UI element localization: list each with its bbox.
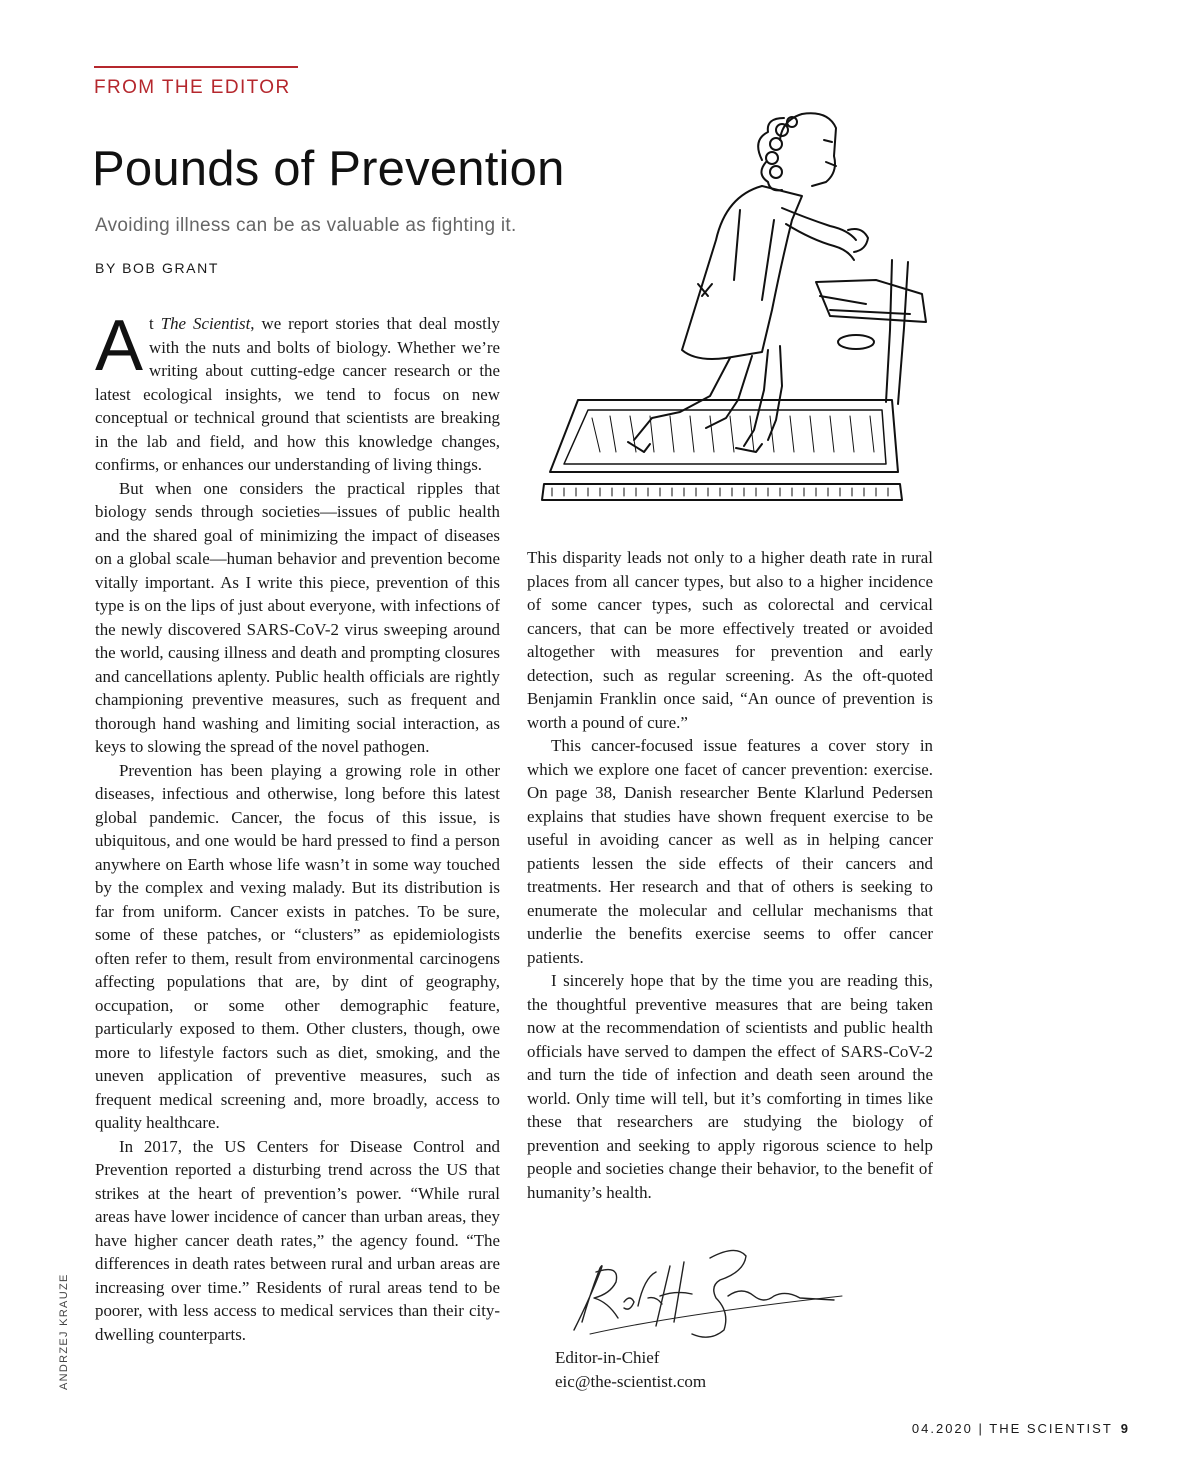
signoff-email: eic@the-scientist.com [555, 1372, 707, 1391]
page-footer [912, 1421, 1130, 1436]
paragraph-7: I sincerely hope that by the time you are reading this, the thoughtful preventive measures that are being taken now at the recommendation of scientists and public health officials have served to dampen the effect of SARS-CoV-2 and turn the tide of infection and death seen around the world. Only time will tell, but it’s comforting in times like these that researchers are studying the biology of prevention and seeking to apply rigorous science to help people and societies change their behavior, to the benefit of humanity’s health. [527, 971, 933, 1202]
page-number: 9 [1120, 1421, 1130, 1436]
article-body-left-column [95, 306, 500, 1346]
paragraph-5: This disparity leads not only to a higher death rate in rural places from all cancer types, but also to a higher incidence of some cancer types, such as colorectal and cervical cancers, that can be more effectively treated or avoided altogether with measures for prevention and early detection, such as regular screening. As the oft-quoted Benjamin Franklin once said, “An ounce of prevention is worth a pound of cure.” [527, 548, 933, 732]
issue-and-publication: 04.2020 | THE SCIENTIST [911, 1421, 1113, 1436]
paragraph-2: But when one considers the practical ripples that biology sends through societies—issues of public health and the shared goal of minimizing the impact of diseases on a global scale—human behavior and prevention become vitally important. As I write this piece, prevention of this type is on the lips of just about everyone, with infections of the newly discovered SARS-CoV-2 virus sweeping around the world, causing illness and death and prompting closures and cancellations aplenty. Public health officials are rightly championing preventive measures, such as frequent and thorough hand washing and limiting social interaction, as keys to slowing the spread of the novel pathogen. [95, 478, 500, 756]
signoff-role: Editor-in-Chief [555, 1348, 660, 1367]
publication-name: The Scientist [160, 314, 251, 333]
article-title: Pounds of Prevention [92, 142, 565, 196]
editor-signature [560, 1238, 850, 1348]
article-deck: Avoiding illness can be as valuable as fighting it. [95, 215, 517, 236]
paragraph-6: This cancer-focused issue features a cover story in which we explore one facet of cancer prevention: exercise. On page 38, Danish researcher Bente Klarlund Pedersen explains that studies have shown frequent exercise to be useful in avoiding cancer as well as in helping cancer patients lessen the side effects of their cancers and treatments. Her research and that of others is seeking to enumerate the molecular and cellular mechanisms that underlie the benefits exercise seems to offer cancer patients. [527, 736, 933, 967]
signoff [555, 1346, 706, 1394]
section-label: FROM THE EDITOR [94, 66, 298, 99]
paragraph-4: In 2017, the US Centers for Disease Control and Prevention reported a disturbing trend across the US that strikes at the heart of prevention’s power. “While rural areas have lower incidence of cancer than urban areas, they have higher cancer death rates,” the agency found. “The differences in death rates between rural and urban areas are increasing over time.” Residents of rural areas tend to be poorer, with less access to medical services than their city-dwelling counterparts. [95, 1136, 500, 1344]
drop-cap: A [95, 306, 144, 386]
paragraph-3: Prevention has been playing a growing role in other diseases, infectious and otherwise, long before this latest global pandemic. Cancer, the focus of this issue, is ubiquitous, and one would be hard pressed to find a person anywhere on Earth whose life wasn’t in some way touched by the complex and vexing malady. But its distribution is far from uniform. Cancer exists in patches. To be sure, some of these patches, or “clusters” as epidemiologists often refer to them, result from environmental carcinogens affecting populations that are, by dint of geography, occupation, or some other demographic feature, particularly exposed to them. Other clusters, though, owe more to lifestyle factors such as diet, smoking, and the uneven application of preventive measures, such as frequent medical screening and, more broadly, access to quality healthcare. [95, 760, 500, 1132]
illustration-credit: ANDRZEJ KRAUZE [58, 1273, 70, 1390]
illustration-scientist-on-treadmill [530, 100, 930, 510]
byline: BY BOB GRANT [95, 260, 219, 276]
article-body-right-column [527, 546, 933, 1204]
paragraph-1: At The Scientist, we report stories that deal mostly with the nuts and bolts of biology. Whether we’re writing about cutting-edge cancer research or the latest ecological insights, we tend to focus on new conceptual or technical ground that scientists are breaking in the lab and field, and how this knowledge changes, confirms, or enhances our understanding of living things. [95, 306, 500, 474]
